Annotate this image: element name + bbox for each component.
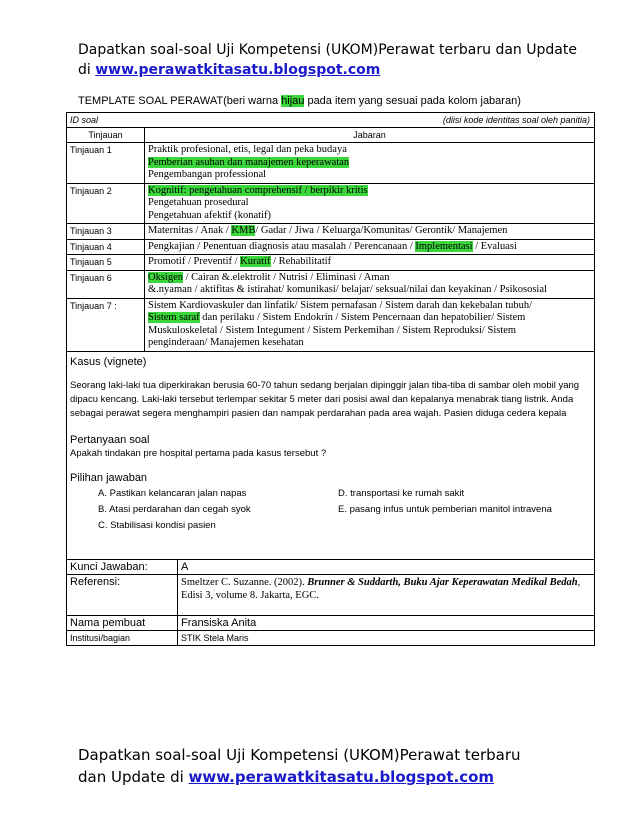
t6-label: Tinjauan 6: [67, 270, 145, 298]
kunci-value: A: [178, 559, 595, 574]
id-note: (diisi kode identitas soal oleh panitia): [442, 115, 590, 125]
id-row: [67, 113, 595, 128]
kunci-label: Kunci Jawaban:: [67, 559, 178, 574]
page-header: [78, 40, 598, 80]
col-tinjauan: Tinjauan: [67, 128, 145, 143]
t5-rest: / Rehabilitatif: [270, 256, 332, 267]
t7-line2: dan perilaku / Sistem Endokrin / Sistem Pencernaan dan hepatobilier/ Sistem: [199, 312, 526, 323]
col-jabaran: Jabaran: [145, 128, 595, 143]
t2-line3: Pengetahuan afektif (konatif): [148, 209, 272, 221]
tinjauan1-row: [67, 143, 595, 184]
kunci-row: [67, 559, 595, 574]
referensi-row: [67, 574, 595, 615]
t5-kuratif: Kuratif: [240, 256, 271, 267]
kasus-row: [67, 351, 595, 559]
t1-label: Tinjauan 1: [67, 143, 145, 184]
tinjauan2-row: [67, 183, 595, 224]
option-b: B. Atasi perdarahan dan cegah syok: [98, 503, 251, 515]
t4-label: Tinjauan 4: [67, 239, 145, 255]
tinjauan6-row: [67, 270, 595, 298]
institusi-row: [67, 630, 595, 645]
t3-kmb: KMB: [231, 225, 256, 236]
t3-label: Tinjauan 3: [67, 224, 145, 240]
t6-line2: &.nyaman / aktifitas & istirahat/ komunikasi/ belajar/ seksual/nilai dan keyakinan / Psikososial: [148, 284, 547, 295]
t1-line1: Praktik profesional, etis, legal dan peka budaya: [148, 144, 347, 155]
template-prefix: TEMPLATE SOAL PERAWAT(beri warna: [78, 95, 282, 107]
pembuat-label: Nama pembuat: [67, 615, 178, 630]
t7-saraf: Sistem saraf: [148, 312, 200, 323]
t2-label: Tinjauan 2: [67, 183, 145, 224]
t2-line1: Kognitif: pengetahuan comprehensif / berpikir kritis: [148, 184, 368, 196]
tinjauan7-row: [67, 298, 595, 351]
t4-text: Pengkajian / Penentuan diagnosis atau masalah / Perencanaan /: [148, 240, 416, 252]
t1-line3: Pengembangan professional: [148, 169, 267, 180]
tinjauan4-row: [67, 239, 595, 255]
t7-line1: Sistem Kardiovaskuler dan linfatik/ Sistem pernafasan / Sistem darah dan kekebalan tubuh/: [148, 299, 533, 311]
header-link[interactable]: www.perawatkitasatu.blogspot.com: [95, 62, 381, 78]
col-header-row: [67, 128, 595, 143]
institusi-label: Institusi/bagian: [67, 630, 178, 645]
footer-line1: Dapatkan soal-soal Uji Kompetensi (UKOM)Perawat terbaru: [78, 746, 521, 764]
footer-prefix: dan Update di: [78, 768, 189, 786]
options-grid: [98, 487, 591, 533]
t7-line4: penginderaan/ Manajemen kesehatan: [148, 337, 304, 348]
footer-line2: [78, 766, 598, 788]
template-hijau: hijau: [281, 95, 305, 107]
option-a: A. Pastikan kelancaran jalan napas: [98, 487, 247, 499]
referensi-pre: Smeltzer C. Suzanne. (2002).: [181, 576, 308, 588]
t4-impl: Implementasi: [415, 240, 473, 252]
pilihan-title: Pilihan jawaban: [70, 471, 148, 484]
pertanyaan-title: Pertanyaan soal: [70, 433, 150, 446]
tinjauan3-row: [67, 224, 595, 240]
t5-label: Tinjauan 5: [67, 255, 145, 271]
referensi-post: , Edisi 3, volume 8. Jakarta, EGC.: [181, 576, 581, 601]
pembuat-row: [67, 615, 595, 630]
tinjauan5-row: [67, 255, 595, 271]
option-e: E. pasang infus untuk pemberian manitol intravena: [338, 503, 552, 515]
t7-line3: Muskuloskeletal / Sistem Integument / Sistem Perkemihan / Sistem Reproduksi/ Sistem: [148, 324, 517, 336]
t3-text: Maternitas / Anak /: [148, 225, 232, 236]
option-c: C. Stabilisasi kondisi pasien: [98, 519, 216, 531]
referensi-label: Referensi:: [67, 574, 178, 615]
option-d: D. transportasi ke rumah sakit: [338, 487, 465, 499]
kasus-vignette: Seorang laki-laki tua diperkirakan berusia 60-70 tahun sedang berjalan dipinggir jalan tiba-tiba di sambar oleh mobil yang dipacu kencang. Laki-laki tersebut terlempar sekitar 5 meter dari posisi awal dan kepalanya menabrak tiang listrik. Anda sebagai perawat segera menghampiri pasien dan nampak perdarahan pada area wajah. Pasien diduga cedera kepala: [70, 379, 580, 419]
header-line1: Dapatkan soal-soal Uji Kompetensi (UKOM)Perawat terbaru dan Update: [78, 42, 577, 58]
page-footer: [78, 744, 598, 788]
referensi-title: Brunner & Suddarth, Buku Ajar Keperawatan Medikal Bedah: [307, 576, 578, 588]
pembuat-value: Fransiska Anita: [178, 615, 595, 630]
id-label: ID soal: [70, 115, 99, 125]
header-prefix: di: [78, 62, 96, 78]
t7-label: Tinjauan 7 :: [67, 298, 145, 351]
t6-oksigen: Oksigen: [148, 271, 183, 283]
pertanyaan-text: Apakah tindakan pre hospital pertama pada kasus tersebut ?: [70, 447, 327, 459]
t3-rest: / Gadar / Jiwa / Keluarga/Komunitas/ Gerontik/ Manajemen: [255, 225, 508, 236]
header-line2: [78, 60, 598, 80]
footer-link[interactable]: www.perawatkitasatu.blogspot.com: [188, 768, 495, 786]
t6-line1: / Cairan &.elektrolit / Nutrisi / Eliminasi / Aman: [183, 271, 390, 283]
kasus-title: Kasus (vignete): [70, 355, 147, 368]
institusi-value: STIK Stela Maris: [178, 630, 595, 645]
t5-text: Promotif / Preventif /: [148, 256, 241, 267]
soal-table: [66, 112, 595, 646]
template-title: [78, 94, 598, 108]
template-suffix: pada item yang sesuai pada kolom jabaran): [304, 95, 521, 107]
t2-line2: Pengetahuan prosedural: [148, 197, 249, 208]
t1-line2: Pemberian asuhan dan manajemen keperawatan: [148, 156, 350, 168]
t4-rest: / Evaluasi: [472, 240, 517, 252]
